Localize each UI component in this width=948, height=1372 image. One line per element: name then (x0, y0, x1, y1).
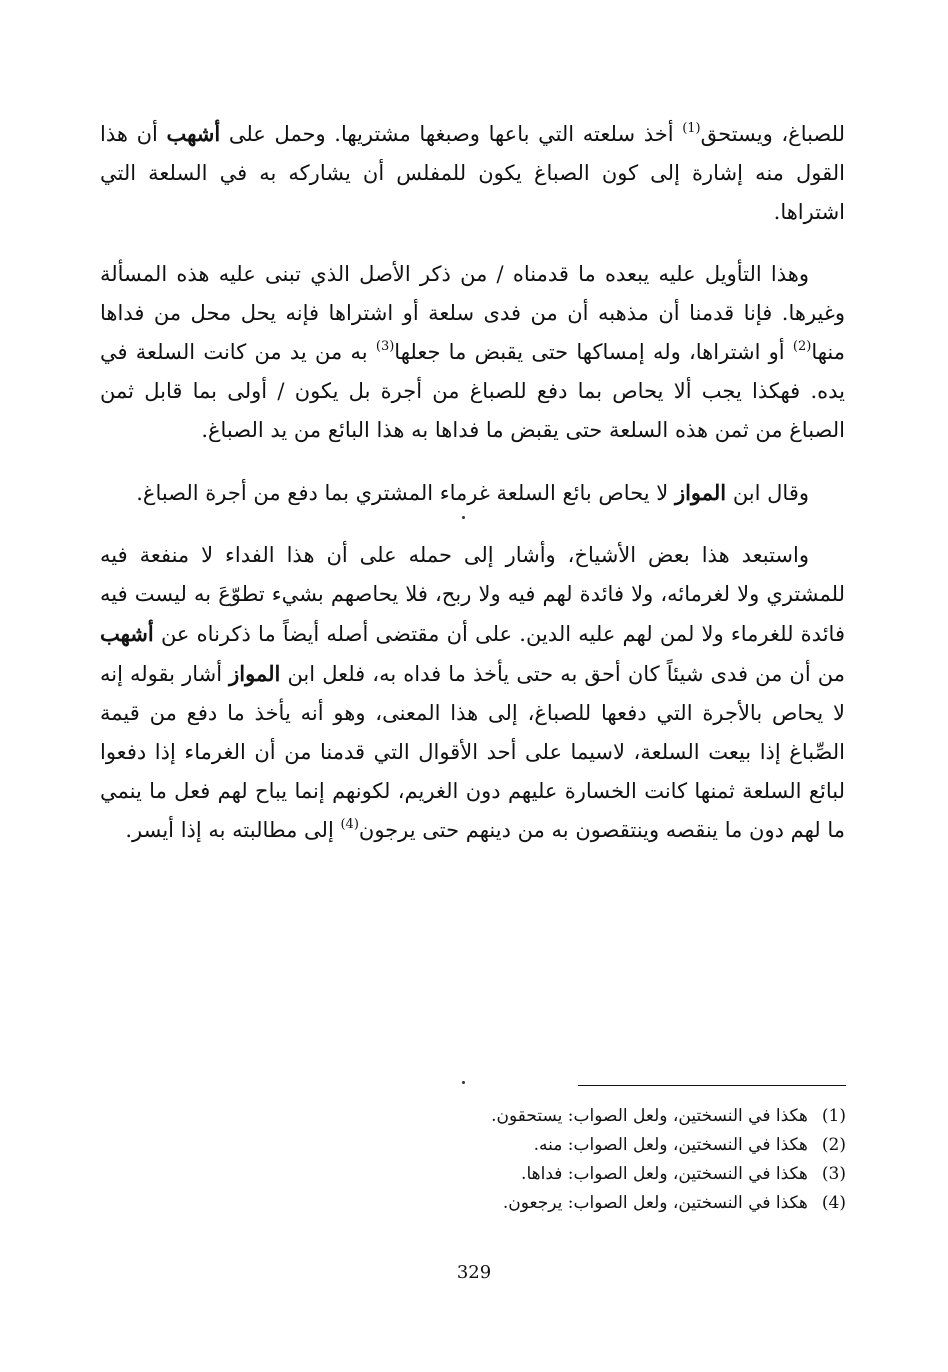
text-run: به من يد من كانت السلعة في يده. فهكذا يجب ألا يحاص بما دفع للصباغ من أجرة بل يكون / أولى بما قابل ثمن الصباغ من ثمن هذه السلعة حتى يقبض ما فداها به هذا البائع من يد الصباغ. (100, 340, 845, 442)
footnote-text: هكذا في النسختين، ولعل الصواب: منه. (533, 1135, 808, 1155)
footnote-ref-4[interactable]: (4) (340, 817, 359, 832)
text-run: أو اشتراها، وله إمساكها حتى يقبض ما جعلها (394, 340, 793, 364)
footnote-ref-3[interactable]: (3) (375, 339, 395, 354)
paragraph-1 (100, 114, 845, 232)
footnote-3 (146, 1160, 846, 1189)
text-run: أن هذا القول منه إشارة إلى كون الصباغ يكون للمفلس أن يشاركه به في السلعة التي اشتراها. (100, 122, 845, 224)
footnote-2 (146, 1131, 846, 1160)
footnote-number: (3) (821, 1164, 846, 1184)
name-mawwaz: المواز (674, 480, 727, 505)
main-text (100, 114, 845, 850)
text-run: أخذ سلعته التي باعها وصبغها مشتريها. وحمل على (220, 122, 683, 146)
footnote-4 (146, 1189, 846, 1218)
text-run: من أن من فدى شيئاً كان أحق به حتى يأخذ ما فداه به، فلعل ابن (280, 662, 845, 686)
scan-speck (462, 1081, 465, 1084)
text-run: للصباغ، ويستحق (700, 122, 845, 146)
name-ashhab: أشهب (166, 121, 221, 146)
text-run: لا يحاص بائع السلعة غرماء المشتري بما دفع من أجرة الصباغ. (136, 481, 675, 505)
footnote-divider (578, 1085, 846, 1086)
paragraph-4 (100, 536, 845, 850)
text-run: أشار بقوله إنه لا يحاص بالأجرة التي دفعها للصباغ، إلى هذا المعنى، وهو أنه يأخذ ما دفع من قيمة الصِّباغ إذا بيعت السلعة، لاسيما على أحد الأقوال التي قدمنا من أن الغرماء إذا دفعوا لبائع السلعة ثمنها كانت الخسارة عليهم دون الغريم، لكونهم إنما يباح لهم فعل ما ينمي ما لهم دون ما ينقصه وينتقصون به من دينهم حتى يرجون (100, 662, 845, 842)
text-run: إلى مطالبته به إذا أيسر. (125, 818, 341, 842)
text-run: وقال ابن (726, 481, 809, 505)
footnote-number: (4) (821, 1193, 846, 1213)
footnote-text: هكذا في النسختين، ولعل الصواب: يرجعون. (502, 1193, 808, 1213)
name-ashhab: أشهب (100, 621, 154, 646)
footnote-ref-2[interactable]: (2) (792, 339, 812, 354)
paragraph-2 (100, 255, 845, 450)
paragraph-3 (100, 473, 845, 513)
footnote-number: (1) (821, 1106, 846, 1126)
footnote-1 (146, 1102, 846, 1131)
footnote-text: هكذا في النسختين، ولعل الصواب: يستحقون. (491, 1106, 808, 1126)
scan-speck (462, 516, 465, 519)
page-number: 329 (456, 1262, 492, 1283)
footnote-number: (2) (821, 1135, 846, 1155)
text-run: وهذا التأويل عليه يبعده ما قدمناه / من ذكر الأصل الذي تبنى عليه هذه المسألة وغيرها. فإنا قدمنا أن مذهبه أن من فدى سلعة أو اشتراها فإنه يحل محل من فداها منها (100, 262, 845, 364)
footnotes (146, 1102, 846, 1218)
footnote-ref-1[interactable]: (1) (682, 121, 701, 136)
text-run: واستبعد هذا بعض الأشياخ، وأشار إلى حمله على أن هذا الفداء لا منفعة فيه للمشتري ولا لغرمائه، ولا فائدة لهم فيه ولا ربح، فلا يحاصهم بشيء تطوّعَ به ليست فيه فائدة للغرماء ولا لمن لهم عليه الدين. على أن مقتضى أصله أيضاً ما ذكرناه عن (100, 543, 845, 646)
name-mawwaz: المواز (229, 661, 281, 686)
footnote-text: هكذا في النسختين، ولعل الصواب: فداها. (521, 1164, 808, 1184)
